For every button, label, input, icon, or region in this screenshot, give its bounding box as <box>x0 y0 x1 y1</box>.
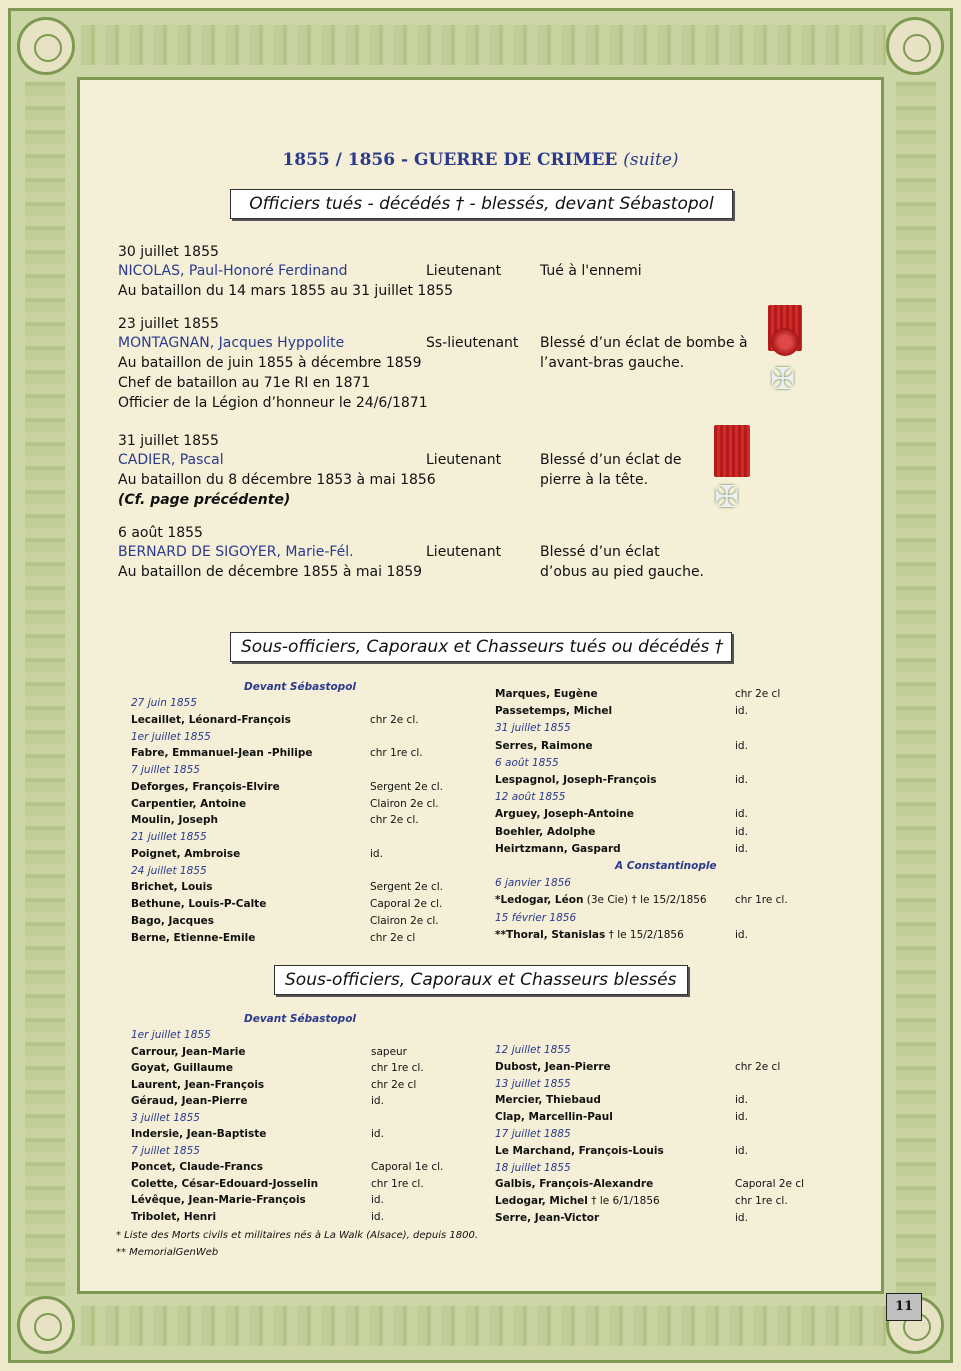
person-grade: id. <box>735 1094 748 1107</box>
officer-detail: Au bataillon du 14 mars 1855 au 31 juillet 1855 <box>118 283 454 299</box>
person-grade: Clairon 2e cl. <box>370 797 439 810</box>
list-row <box>131 881 213 893</box>
officer-status-cont: pierre à la tête. <box>540 472 649 488</box>
person-grade: chr 2e cl <box>735 688 781 700</box>
person-name: Goyat, Guillaume <box>131 1062 233 1074</box>
person-grade: Sergent 2e cl. <box>370 881 443 894</box>
person-name: Mercier, Thiebaud <box>495 1094 601 1107</box>
officer-date: 30 juillet 1855 <box>118 244 219 260</box>
list-row <box>495 1111 613 1123</box>
list-date: 17 juillet 1885 <box>495 1128 571 1140</box>
officer-detail: (Cf. page précédente) <box>118 492 291 508</box>
officer-rank: Ss-lieutenant <box>426 335 519 351</box>
person-grade: Sergent 2e cl. <box>370 780 443 793</box>
footnote: ** MemorialGenWeb <box>116 1247 219 1258</box>
person-name: Colette, César-Edouard-Josselin <box>131 1177 319 1190</box>
page-title <box>0 150 961 170</box>
location-header: Devant Sébastopol <box>244 1013 357 1025</box>
person-grade: id. <box>735 842 748 855</box>
person-name: Ledogar, Michel <box>495 1195 588 1208</box>
list-row <box>495 1178 653 1190</box>
list-row <box>495 1145 664 1157</box>
person-grade: Caporal 2e cl. <box>370 898 443 910</box>
person-grade: chr 1re cl. <box>735 1195 788 1208</box>
officer-status: Blessé d’un éclat de bombe à <box>540 335 748 351</box>
person-name: Lespagnol, Joseph-François <box>495 774 657 786</box>
list-date: 13 juillet 1855 <box>495 1077 571 1090</box>
officer-detail: Au bataillon de décembre 1855 à mai 1859 <box>118 564 423 580</box>
list-row <box>131 781 280 793</box>
person-grade: id. <box>735 1111 748 1124</box>
list-row <box>131 898 266 910</box>
section-heading-officers: Officiers tués - décédés † - blessés, devant Sébastopol <box>230 189 733 219</box>
person-name: Clap, Marcellin-Paul <box>495 1111 613 1124</box>
person-grade: chr 1re cl. <box>371 1062 424 1074</box>
list-row <box>495 688 598 700</box>
person-grade: chr 2e cl <box>735 1060 781 1073</box>
person-grade: id. <box>735 928 748 941</box>
list-row <box>495 774 656 786</box>
person-grade: chr 2e cl <box>371 1078 417 1091</box>
officer-name: NICOLAS, Paul-Honoré Ferdinand <box>118 263 348 279</box>
person-name: Moulin, Joseph <box>131 814 218 827</box>
list-row <box>131 1046 246 1058</box>
officer-detail: Au bataillon du 8 décembre 1853 à mai 1856 <box>118 472 436 488</box>
officer-detail: Officier de la Légion d’honneur le 24/6/1871 <box>118 395 428 411</box>
person-grade: chr 1re cl. <box>370 747 423 760</box>
person-name: Deforges, François-Elvire <box>131 780 280 793</box>
list-date: 7 juillet 1855 <box>131 764 200 776</box>
list-row <box>131 1194 306 1206</box>
list-date: 1er juillet 1855 <box>131 730 211 743</box>
list-row <box>131 848 240 860</box>
person-name: Bethune, Louis-P-Calte <box>131 898 267 910</box>
person-note: (3e Cie) † le 15/2/1856 <box>583 894 707 907</box>
list-row <box>495 894 707 906</box>
list-row <box>495 826 595 838</box>
person-name: **Thoral, Stanislas <box>495 928 606 941</box>
list-row <box>131 747 312 759</box>
list-date: 6 janvier 1856 <box>495 877 571 890</box>
officer-rank: Lieutenant <box>426 544 502 560</box>
list-row <box>131 814 218 826</box>
officer-date: 23 juillet 1855 <box>118 316 219 332</box>
page-content: 1855 / 1856 - GUERRE DE CRIMEE (suite) Officiers tués - décédés † - blessés, devant Sébastopol 30 juillet 1855 NICOLAS, Paul-Honoré Ferdinand Lieutenant Tué à l'ennemi Au bataillon du 14 mars 1855 au 31 juillet 1855 23 juillet 1855 MONTAGNAN, Jacques Hyppolite Ss-lieutenant Blessé d’un éclat de bombe à l’avant-bras gauche. Au bataillon de juin 1855 à décembre 1859 Chef de bataillon au 71e RI en 1871 Officier de la Légion d’honneur le 24/6/1871 31 juillet 1855 CADIER, Pascal Lieutenant Blessé d’un éclat de pierre à la tête. Au bataillon du 8 décembre 1853 à mai 1856 (Cf. page précédente) 6 août 1855 BERNARD DE SIGOYER, Marie-Fél. Lieutenant Blessé d’un éclat d’obus au pied gauche. Au bataillon de décembre 1855 à mai 1859 ✠ ✠ Sous-officiers, Caporaux et Chasseurs tués ou décédés † Devant Sébastopol 27 juin 1855 Lecaillet, Léonard-François chr 2e cl. 1er juillet 1855 Fabre, Emmanuel-Jean -Philipe chr 1re cl. 7 juillet 1855 Deforges, François-Elvire Sergent 2e cl. Carpentier, Antoine Clairon 2e cl. Moulin, Joseph chr 2e cl. 21 juillet 1855 Poignet, Ambroise id. 24 juillet 1855 Brichet, Louis Sergent 2e cl. Bethune, Louis-P-Calte Caporal 2e cl. Bago, Jacques Clairon 2e cl. Berne, Etienne-Emile chr 2e cl Marques, Eugène chr 2e cl Passetemps, Michel id. 31 juillet 1855 Serres, Raimone id. 6 août 1855 Lespagnol, Joseph-François id. 12 août 1855 Arguey, Joseph-Antoine id. Boehler, Adolphe id. Heirtzmann, Gaspard id. A Constantinople 6 janvier 1856 *Ledogar, Léon (3e Cie) † le 15/2/1856 chr 1re cl. 15 février 1856 **Thoral, Stanislas † le 15/2/1856 id. Sous-officiers, Caporaux et Chasseurs blessés Devant Sébastopol 1er juillet 1855 Carrour, Jean-Marie sapeur Goyat, Guillaume chr 1re cl. Laurent, Jean-François chr 2e cl Géraud, Jean-Pierre id. 3 juillet 1855 Indersie, Jean-Baptiste id. 7 juillet 1855 Poncet, Claude-Francs Caporal 1e cl. Colette, César-Edouard-Josselin chr 1re cl. Lévêque, Jean-Marie-François id. Tribolet, Henri id. 12 juillet 1855 Dubost, Jean-Pierre chr 2e cl 13 juillet 1855 Mercier, Thiebaud id. Clap, Marcellin-Paul id. 17 juillet 1885 Le Marchand, François-Louis id. 18 juillet 1855 Galbis, François-Alexandre Caporal 2e cl Ledogar, Michel † le 6/1/1856 chr 1re cl. Serre, Jean-Victor id. * Liste des Morts civils et militaires nés à La Walk (Alsace), depuis 1800. ** MemorialGenWeb 11 <box>0 0 961 1371</box>
list-row <box>131 1128 266 1140</box>
location-header: A Constantinople <box>615 860 717 872</box>
list-row <box>495 843 621 855</box>
person-name: Indersie, Jean-Baptiste <box>131 1128 267 1140</box>
officer-name: BERNARD DE SIGOYER, Marie-Fél. <box>118 544 354 560</box>
person-grade: id. <box>735 1144 748 1157</box>
person-grade: id. <box>735 774 748 786</box>
person-name: Lévêque, Jean-Marie-François <box>131 1194 306 1206</box>
list-row <box>495 740 593 752</box>
person-grade: id. <box>735 705 748 718</box>
list-date: 18 juillet 1855 <box>495 1161 571 1174</box>
list-row <box>495 1212 599 1224</box>
officer-rank: Lieutenant <box>426 263 502 279</box>
list-row <box>495 1061 611 1073</box>
person-name: Carpentier, Antoine <box>131 797 247 810</box>
page-number: 11 <box>886 1293 922 1321</box>
person-name: Lecaillet, Léonard-François <box>131 713 291 726</box>
officer-status-cont: l’avant-bras gauche. <box>540 355 685 371</box>
person-name: Bago, Jacques <box>131 914 215 927</box>
title-text: 1855 / 1856 - GUERRE DE CRIMEE <box>282 150 618 170</box>
officer-status-cont: d’obus au pied gauche. <box>540 564 705 580</box>
list-row <box>495 705 612 717</box>
person-grade: id. <box>735 739 748 752</box>
list-row <box>131 1079 264 1091</box>
person-grade: chr 2e cl <box>370 931 416 944</box>
person-grade: Caporal 2e cl <box>735 1178 805 1191</box>
person-name: Boehler, Adolphe <box>495 825 596 838</box>
person-name: Heirtzmann, Gaspard <box>495 842 621 855</box>
list-row <box>495 929 684 941</box>
officer-date: 6 août 1855 <box>118 525 203 541</box>
person-note: † le 15/2/1856 <box>605 928 684 941</box>
person-grade: id. <box>371 1210 384 1223</box>
person-name: *Ledogar, Léon <box>495 894 584 907</box>
person-name: Poignet, Ambroise <box>131 847 241 860</box>
list-date: 7 juillet 1855 <box>131 1144 200 1157</box>
list-date: 12 août 1855 <box>495 791 566 804</box>
person-name: Carrour, Jean-Marie <box>131 1045 246 1058</box>
officer-status: Blessé d’un éclat de <box>540 452 682 468</box>
person-name: Laurent, Jean-François <box>131 1078 265 1091</box>
title-suite: (suite) <box>623 150 679 170</box>
person-name: Dubost, Jean-Pierre <box>495 1060 611 1073</box>
person-name: Poncet, Claude-Francs <box>131 1161 263 1173</box>
person-grade: chr 2e cl. <box>370 814 419 827</box>
officer-detail: Au bataillon de juin 1855 à décembre 1859 <box>118 355 422 371</box>
list-row <box>495 1195 660 1207</box>
list-date: 12 juillet 1855 <box>495 1044 571 1056</box>
person-grade: chr 1re cl. <box>735 894 788 907</box>
list-row <box>131 798 246 810</box>
list-date: 31 juillet 1855 <box>495 722 571 735</box>
officer-name: MONTAGNAN, Jacques Hyppolite <box>118 335 345 351</box>
person-grade: id. <box>371 1128 384 1140</box>
person-grade: id. <box>371 1095 384 1107</box>
list-row <box>131 932 255 944</box>
officer-rank: Lieutenant <box>426 452 502 468</box>
person-name: Fabre, Emmanuel-Jean -Philipe <box>131 747 313 760</box>
list-row <box>131 1095 247 1107</box>
officer-detail: Chef de bataillon au 71e RI en 1871 <box>118 375 371 391</box>
person-grade: Caporal 1e cl. <box>371 1161 444 1173</box>
list-row <box>131 714 291 726</box>
person-name: Serres, Raimone <box>495 739 593 752</box>
person-grade: sapeur <box>371 1045 408 1058</box>
person-name: Arguey, Joseph-Antoine <box>495 808 634 821</box>
list-row <box>131 1211 216 1223</box>
list-row <box>131 915 214 927</box>
person-name: Passetemps, Michel <box>495 705 613 718</box>
list-row <box>495 1094 601 1106</box>
person-name: Le Marchand, François-Louis <box>495 1144 664 1157</box>
person-grade: id. <box>735 825 748 838</box>
person-name: Marques, Eugène <box>495 688 598 700</box>
person-grade: id. <box>370 847 383 860</box>
person-note: † le 6/1/1856 <box>587 1195 660 1208</box>
list-date: 6 août 1855 <box>495 756 559 769</box>
list-date: 1er juillet 1855 <box>131 1029 211 1041</box>
person-grade: id. <box>735 1212 748 1224</box>
person-grade: chr 2e cl. <box>370 713 419 726</box>
person-name: Brichet, Louis <box>131 881 213 894</box>
footnote: * Liste des Morts civils et militaires nés à La Walk (Alsace), depuis 1800. <box>116 1230 479 1241</box>
list-row <box>131 1178 318 1190</box>
person-name: Berne, Etienne-Emile <box>131 931 256 944</box>
list-date: 24 juillet 1855 <box>131 864 207 877</box>
list-date: 21 juillet 1855 <box>131 831 207 843</box>
person-name: Galbis, François-Alexandre <box>495 1178 654 1191</box>
officer-name: CADIER, Pascal <box>118 452 224 468</box>
officer-status: Tué à l'ennemi <box>540 263 642 279</box>
person-grade: chr 1re cl. <box>371 1177 424 1190</box>
list-row <box>495 808 634 820</box>
list-date: 3 juillet 1855 <box>131 1111 200 1124</box>
section-heading-killed: Sous-officiers, Caporaux et Chasseurs tués ou décédés † <box>230 632 732 662</box>
list-row <box>131 1161 263 1173</box>
location-header: Devant Sébastopol <box>244 681 357 693</box>
person-name: Tribolet, Henri <box>131 1210 217 1223</box>
list-date: 15 février 1856 <box>495 911 577 924</box>
person-name: Géraud, Jean-Pierre <box>131 1095 248 1107</box>
person-name: Serre, Jean-Victor <box>495 1212 600 1224</box>
officer-date: 31 juillet 1855 <box>118 433 219 449</box>
list-row <box>131 1062 233 1074</box>
list-date: 27 juin 1855 <box>131 697 197 709</box>
section-heading-wounded: Sous-officiers, Caporaux et Chasseurs blessés <box>274 965 688 995</box>
person-grade: id. <box>371 1194 384 1206</box>
officer-status: Blessé d’un éclat <box>540 544 660 560</box>
person-grade: Clairon 2e cl. <box>370 914 439 927</box>
person-grade: id. <box>735 808 748 821</box>
